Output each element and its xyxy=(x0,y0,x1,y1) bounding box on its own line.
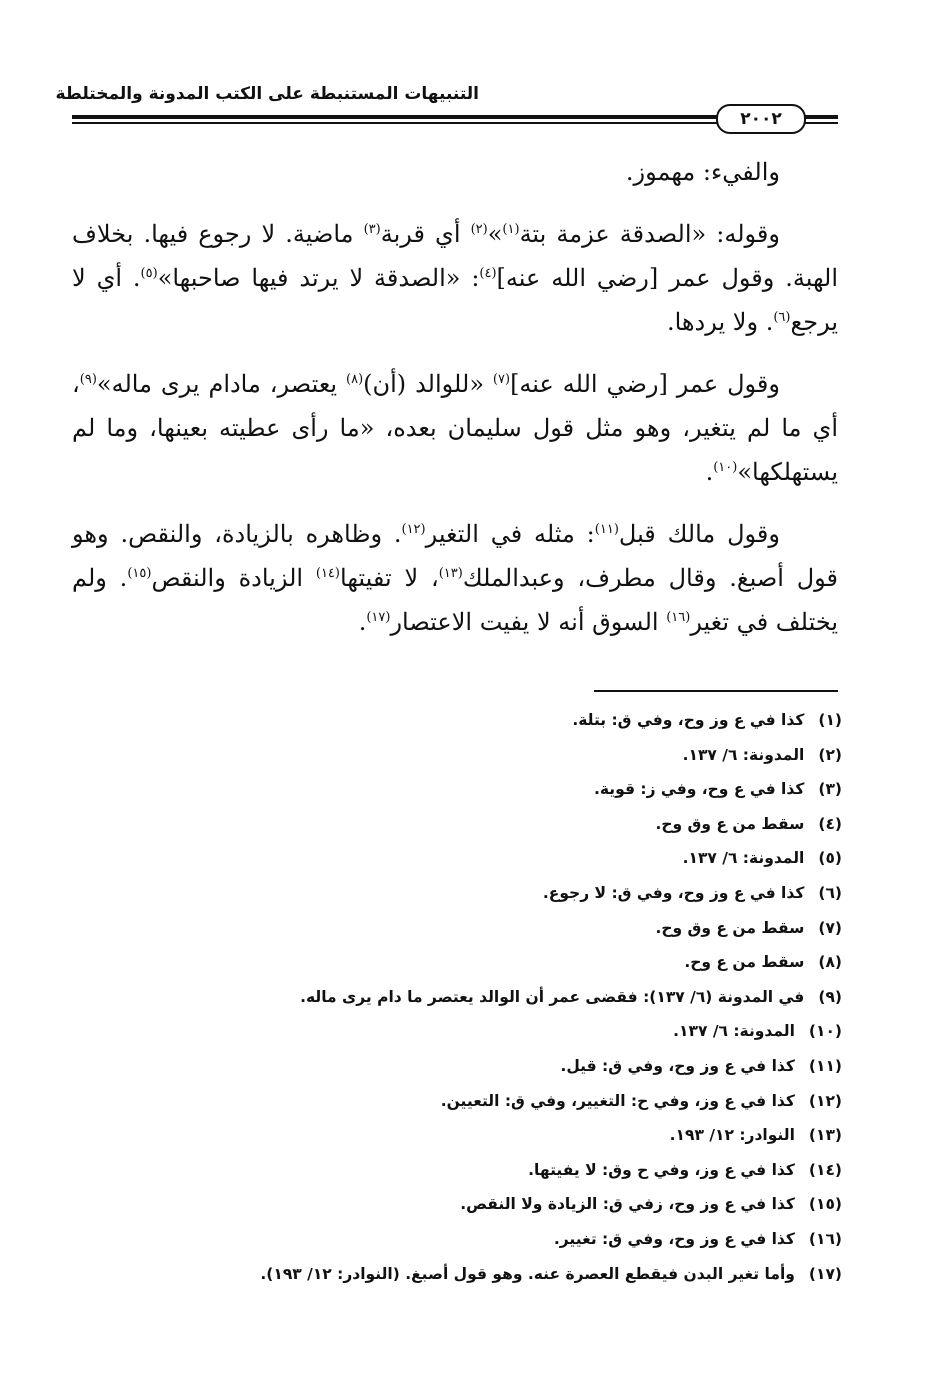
footnote-ref[interactable]: (١١) xyxy=(594,522,619,537)
footnote xyxy=(72,1014,842,1049)
footnote xyxy=(72,1118,842,1153)
text-run: «للوالد (أن) xyxy=(363,370,493,398)
footnote-number: (٨) xyxy=(818,953,842,972)
footnote-number: (٥) xyxy=(818,849,842,868)
footnote-text: النوادر: ١٢/ ١٩٣. xyxy=(669,1126,795,1145)
footnote-ref[interactable]: (٧) xyxy=(492,372,511,387)
footnote-ref[interactable]: (١٦) xyxy=(666,610,691,625)
footnote-number: (١٣) xyxy=(808,1126,842,1145)
text-run: . ولم يختلف في تغير xyxy=(72,564,838,636)
page-number-badge xyxy=(716,104,806,134)
footnote xyxy=(72,1187,842,1222)
footnote-text: كذا في ع وز وح، زفي ق: الزيادة ولا النقص. xyxy=(460,1195,795,1214)
footnote-ref[interactable]: (١٥) xyxy=(127,566,152,581)
footnote-text: سقط من ع وق وح. xyxy=(655,918,805,937)
footnote-number: (٢) xyxy=(818,745,842,764)
text-run: وقوله: «الصدقة عزمة بتة xyxy=(519,220,780,248)
footnote-number: (٦) xyxy=(818,883,842,902)
footnotes xyxy=(72,703,842,1291)
footnote xyxy=(72,1153,842,1188)
footnote-ref[interactable]: (٦) xyxy=(773,310,791,325)
footnote-text: كذا في ع وح، وفي ز: قوية. xyxy=(594,780,805,799)
footnote-text: كذا في ع وز وح، وفي ق: تغيير. xyxy=(553,1229,795,1248)
text-run: . ولا يردها. xyxy=(666,308,774,336)
footnote-number: (٤) xyxy=(818,814,842,833)
footnote-number: (١٦) xyxy=(808,1229,842,1248)
footnote-ref[interactable]: (١٤) xyxy=(315,566,340,581)
footnote-text: كذا في ع وز، وفي ح: التغيير، وفي ق: التعيين. xyxy=(440,1091,795,1110)
footnote-ref[interactable]: (١٧) xyxy=(366,610,391,625)
footnote-text: في المدونة (٦/ ١٣٧): فقضى عمر أن الوالد يعتصر ما دام يرى ماله. xyxy=(300,987,805,1006)
footnote-number: (١٢) xyxy=(808,1091,842,1110)
footnote-text: المدونة: ٦/ ١٣٧. xyxy=(673,1022,795,1041)
footnote-ref[interactable]: (١٠) xyxy=(713,460,738,475)
footnote-ref[interactable]: (١٢) xyxy=(401,522,426,537)
paragraph-3 xyxy=(72,362,838,494)
footnote xyxy=(72,980,842,1015)
text-run: » xyxy=(487,220,503,248)
text-run: ماضية. لا رجوع فيها. بخلاف الهبة. وقول عمر [رضي الله عنه] xyxy=(72,220,838,292)
footnote-text: المدونة: ٦/ ١٣٧. xyxy=(682,849,805,868)
footnote-ref[interactable]: (٤) xyxy=(479,266,497,281)
footnote xyxy=(72,911,842,946)
text-run: ، لا تفيتها xyxy=(340,564,439,592)
footnote-text: وأما تغير البدن فيقطع العصرة عنه. وهو قول أصبغ. (النوادر: ١٢/ ١٩٣). xyxy=(260,1264,795,1283)
text-run: وقول مالك قبل xyxy=(618,520,780,548)
footnote xyxy=(72,738,842,773)
text-run: . xyxy=(705,458,714,486)
footnote xyxy=(72,1222,842,1257)
footnote-number: (٣) xyxy=(818,780,842,799)
text-run: : «الصدقة لا يرتد فيها صاحبها» xyxy=(157,264,480,292)
footnote-text: سقط من ع وق وح. xyxy=(655,814,805,833)
footnote-text: كذا في ع وز، وفي ح وق: لا يفيتها. xyxy=(528,1160,795,1179)
footnote xyxy=(72,1049,842,1084)
running-title: التنبيهات المستنبطة على الكتب المدونة والمختلطة xyxy=(55,84,479,104)
page-number: ٢٠٠٢ xyxy=(740,109,782,129)
footnote xyxy=(72,1084,842,1119)
footnote xyxy=(72,876,842,911)
footnote-number: (١٤) xyxy=(808,1160,842,1179)
footnote-text: المدونة: ٦/ ١٣٧. xyxy=(682,745,805,764)
text-run: الزيادة والنقص xyxy=(151,564,316,592)
footnote xyxy=(72,807,842,842)
footnote-ref[interactable]: (٩) xyxy=(79,372,97,387)
footnote-number: (١٧) xyxy=(808,1264,842,1283)
text-run: يعتصر، مادام يرى ماله» xyxy=(96,370,346,398)
footnote-ref[interactable]: (١) xyxy=(502,222,520,237)
paragraph-1 xyxy=(72,150,838,194)
footnote-ref[interactable]: (٣) xyxy=(363,222,381,237)
footnote xyxy=(72,703,842,738)
footnote-separator xyxy=(594,690,838,692)
footnote-text: كذا في ع وز وح، وفي ق: لا رجوع. xyxy=(542,883,805,902)
footnote-number: (١٥) xyxy=(808,1195,842,1214)
text-run: . أي لا يرجع xyxy=(72,264,838,336)
text-run: أي قربة xyxy=(380,220,471,248)
footnote-number: (١) xyxy=(818,711,842,729)
header-rule-thin xyxy=(72,122,722,124)
paragraph-2 xyxy=(72,212,838,344)
footnote xyxy=(72,945,842,980)
header-rule xyxy=(72,115,722,119)
text-run: ، أي ما لم يتغير، وهو مثل قول سليمان بعده، «ما رأى عطيته بعينها، وما لم يستهلكها» xyxy=(72,370,838,486)
footnote-number: (٩) xyxy=(818,987,842,1006)
text-run: وقول عمر [رضي الله عنه] xyxy=(510,370,780,398)
text-run: . xyxy=(358,608,367,636)
footnote-ref[interactable]: (١٣) xyxy=(438,566,463,581)
footnote-ref[interactable]: (٥) xyxy=(140,266,158,281)
footnote xyxy=(72,1257,842,1292)
text-run: السوق أنه لا يفيت الاعتصار xyxy=(390,608,667,636)
footnote-text: كذا في ع وز وح، وفي ق: بتلة. xyxy=(572,711,805,729)
text-run: . وظاهره بالزيادة، والنقص. وهو قول أصبغ. وقال مطرف، وعبدالملك xyxy=(72,520,839,592)
footnote-ref[interactable]: (٨) xyxy=(346,372,364,387)
footnote-number: (٧) xyxy=(818,918,842,937)
footnote xyxy=(72,841,842,876)
paragraph-4 xyxy=(72,512,838,644)
text-run: : مثله في التغير xyxy=(425,520,595,548)
footnote xyxy=(72,772,842,807)
footnote-ref[interactable]: (٢) xyxy=(470,222,488,237)
footnote-text: كذا في ع وز وح، وفي ق: قيل. xyxy=(560,1056,795,1075)
footnote-text: سقط من ع وح. xyxy=(684,953,805,972)
paragraph-1-text: والفيء: مهموز. xyxy=(625,158,780,186)
main-text xyxy=(72,150,838,662)
footnote-number: (١٠) xyxy=(808,1022,842,1041)
footnote-number: (١١) xyxy=(808,1056,842,1075)
